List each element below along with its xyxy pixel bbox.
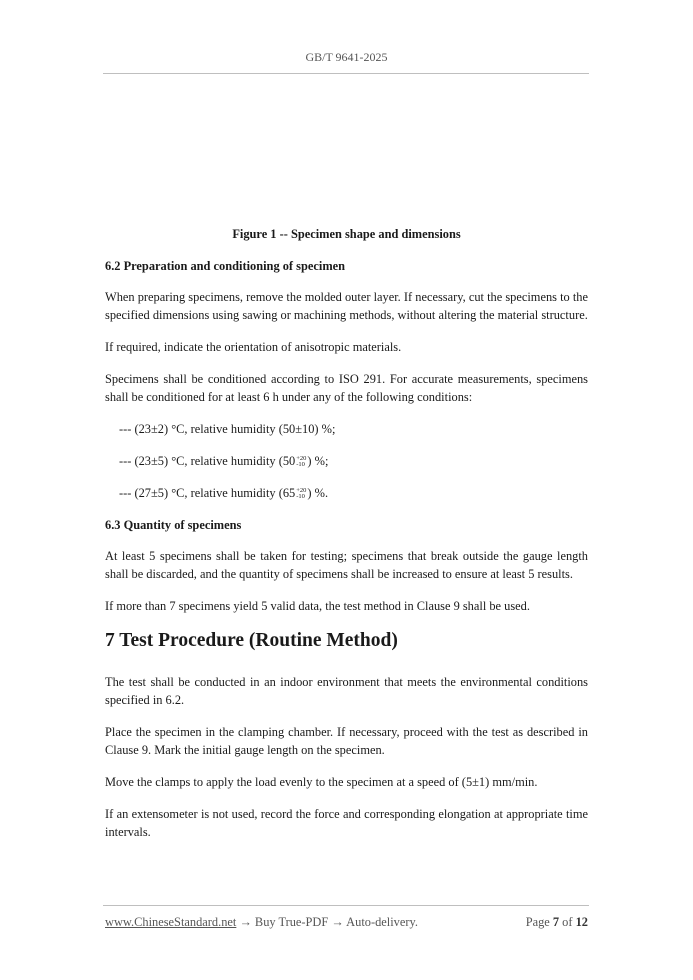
footer-promo: [105, 915, 418, 930]
of-label: of: [559, 915, 576, 929]
section-7-paragraph-4: If an extensometer is not used, record the force and corresponding elongation at appropriate time intervals.: [105, 807, 588, 839]
total-pages: 12: [575, 915, 588, 929]
tolerance-lower: -10: [296, 493, 305, 501]
site-link[interactable]: www.ChineseStandard.net: [105, 915, 237, 929]
condition-item-1: [119, 420, 588, 438]
section-7-paragraph-3: Move the clamps to apply the load evenly to the specimen at a speed of (5±1) mm/min.: [105, 775, 538, 789]
figure-caption: Figure 1 -- Specimen shape and dimensions: [232, 227, 461, 241]
section-7-paragraph-2: Place the specimen in the clamping chamber. If necessary, proceed with the test as described in Clause 9. Mark the initial gauge length on the specimen.: [105, 725, 588, 757]
condition-item-suffix: ) %.: [307, 486, 329, 500]
section-6-2-paragraph-1: When preparing specimens, remove the molded outer layer. If necessary, cut the specimens to the specified dimensions using sawing or machining methods, without altering the material structure.: [105, 290, 588, 322]
section-6-3-heading: 6.3 Quantity of specimens: [105, 518, 242, 532]
footer-rule: [103, 905, 589, 906]
condition-item-suffix: ) %;: [307, 454, 329, 468]
section-6-2-heading: 6.2 Preparation and conditioning of specimen: [105, 259, 346, 273]
condition-item-text: --- (23±5) °C, relative humidity (50: [119, 454, 296, 468]
tolerance-superscript-subscript: [296, 488, 306, 500]
page-number: [526, 915, 588, 930]
current-page: 7: [552, 915, 560, 929]
tolerance-superscript-subscript: [296, 456, 306, 468]
section-6-3-paragraph-1: At least 5 specimens shall be taken for testing; specimens that break outside the gauge length shall be discarded, and the quantity of specimens shall be increased to ensure at least 5 results.: [105, 549, 588, 581]
page-body: [105, 225, 588, 855]
condition-item-text: --- (27±5) °C, relative humidity (65: [119, 486, 296, 500]
section-7-paragraph-1: The test shall be conducted in an indoor environment that meets the environmental conditions specified in 6.2.: [105, 675, 588, 707]
tolerance-lower: -10: [296, 461, 305, 469]
section-7-heading: 7 Test Procedure (Routine Method): [105, 630, 398, 651]
tolerance-upper: +20: [296, 487, 307, 495]
header-rule: [103, 73, 589, 74]
condition-item-3: [119, 484, 588, 502]
condition-item-2: [119, 452, 588, 470]
condition-item-text: --- (23±2) °C, relative humidity (50±10) %;: [119, 422, 336, 436]
running-header: GB/T 9641-2025: [305, 50, 388, 64]
tolerance-upper: +20: [296, 455, 307, 463]
page-label: Page: [525, 915, 553, 929]
footer-promo-text: → Buy True-PDF → Auto-delivery.: [236, 915, 418, 929]
section-6-2-paragraph-2: If required, indicate the orientation of anisotropic materials.: [105, 340, 402, 354]
section-6-2-paragraph-3: Specimens shall be conditioned according to ISO 291. For accurate measurements, specimens shall be conditioned for at least 6 h under any of the following conditions:: [105, 372, 588, 404]
section-6-3-paragraph-2: If more than 7 specimens yield 5 valid data, the test method in Clause 9 shall be used.: [105, 599, 530, 613]
